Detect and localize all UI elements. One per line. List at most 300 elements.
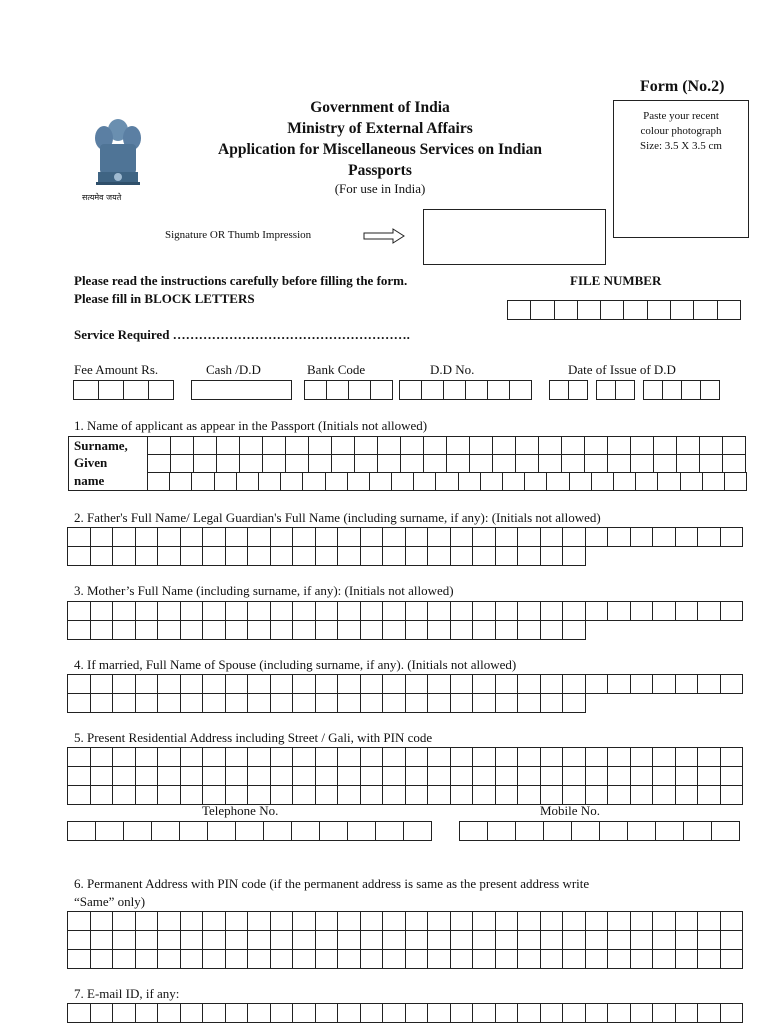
char-box[interactable]: [337, 601, 361, 621]
char-box[interactable]: [67, 601, 91, 621]
signature-box[interactable]: [423, 209, 606, 265]
char-box[interactable]: [613, 472, 636, 491]
char-box[interactable]: [657, 472, 680, 491]
char-box[interactable]: [90, 674, 114, 694]
dd-day-boxes[interactable]: [549, 380, 588, 400]
char-box[interactable]: [517, 747, 541, 767]
char-box[interactable]: [360, 930, 384, 950]
char-box[interactable]: [403, 821, 432, 841]
char-box[interactable]: [517, 546, 541, 566]
char-box[interactable]: [600, 300, 624, 320]
char-box[interactable]: [247, 693, 271, 713]
char-box[interactable]: [315, 693, 339, 713]
address-row-2[interactable]: [67, 766, 743, 786]
char-box[interactable]: [207, 821, 236, 841]
char-box[interactable]: [180, 674, 204, 694]
char-box[interactable]: [247, 930, 271, 950]
char-box[interactable]: [711, 821, 740, 841]
char-box[interactable]: [697, 674, 721, 694]
char-box[interactable]: [562, 1003, 586, 1023]
char-box[interactable]: [509, 380, 532, 400]
char-box[interactable]: [562, 620, 586, 640]
char-box[interactable]: [90, 785, 114, 805]
char-box[interactable]: [607, 674, 631, 694]
char-box[interactable]: [292, 693, 316, 713]
char-box[interactable]: [292, 620, 316, 640]
char-box[interactable]: [315, 601, 339, 621]
char-box[interactable]: [562, 785, 586, 805]
char-box[interactable]: [280, 472, 303, 491]
char-box[interactable]: [427, 620, 451, 640]
char-box[interactable]: [585, 949, 609, 969]
char-box[interactable]: [495, 620, 519, 640]
char-box[interactable]: [700, 380, 720, 400]
char-box[interactable]: [337, 949, 361, 969]
char-box[interactable]: [405, 601, 429, 621]
char-box[interactable]: [427, 527, 451, 547]
char-box[interactable]: [495, 527, 519, 547]
char-box[interactable]: [157, 601, 181, 621]
char-box[interactable]: [540, 930, 564, 950]
char-box[interactable]: [67, 747, 91, 767]
char-box[interactable]: [702, 472, 725, 491]
char-box[interactable]: [720, 1003, 744, 1023]
char-box[interactable]: [697, 930, 721, 950]
char-box[interactable]: [90, 911, 114, 931]
char-box[interactable]: [202, 930, 226, 950]
char-box[interactable]: [697, 747, 721, 767]
char-box[interactable]: [472, 785, 496, 805]
char-box[interactable]: [585, 766, 609, 786]
char-box[interactable]: [554, 300, 578, 320]
char-box[interactable]: [495, 546, 519, 566]
char-box[interactable]: [517, 766, 541, 786]
char-box[interactable]: [236, 472, 259, 491]
char-box[interactable]: [492, 454, 516, 473]
char-box[interactable]: [292, 527, 316, 547]
char-box[interactable]: [292, 930, 316, 950]
char-box[interactable]: [697, 527, 721, 547]
char-box[interactable]: [652, 601, 676, 621]
char-box[interactable]: [291, 821, 320, 841]
char-box[interactable]: [546, 472, 569, 491]
char-box[interactable]: [135, 527, 159, 547]
char-box[interactable]: [247, 949, 271, 969]
char-box[interactable]: [202, 747, 226, 767]
char-box[interactable]: [202, 620, 226, 640]
char-box[interactable]: [90, 546, 114, 566]
char-box[interactable]: [630, 1003, 654, 1023]
char-box[interactable]: [157, 527, 181, 547]
char-box[interactable]: [382, 693, 406, 713]
char-box[interactable]: [492, 436, 516, 455]
char-box[interactable]: [90, 949, 114, 969]
char-box[interactable]: [370, 380, 393, 400]
char-box[interactable]: [538, 454, 562, 473]
mobile-boxes[interactable]: [459, 821, 740, 841]
char-box[interactable]: [315, 620, 339, 640]
char-box[interactable]: [270, 674, 294, 694]
char-box[interactable]: [180, 766, 204, 786]
char-box[interactable]: [170, 454, 194, 473]
char-box[interactable]: [655, 821, 684, 841]
char-box[interactable]: [652, 785, 676, 805]
char-box[interactable]: [262, 436, 286, 455]
char-box[interactable]: [585, 674, 609, 694]
char-box[interactable]: [720, 911, 744, 931]
char-box[interactable]: [135, 911, 159, 931]
dd-year-boxes[interactable]: [643, 380, 720, 400]
char-box[interactable]: [562, 911, 586, 931]
char-box[interactable]: [202, 693, 226, 713]
char-box[interactable]: [405, 693, 429, 713]
char-box[interactable]: [247, 785, 271, 805]
char-box[interactable]: [421, 380, 444, 400]
char-box[interactable]: [495, 693, 519, 713]
char-box[interactable]: [540, 546, 564, 566]
char-box[interactable]: [90, 620, 114, 640]
char-box[interactable]: [405, 930, 429, 950]
char-box[interactable]: [360, 785, 384, 805]
char-box[interactable]: [360, 949, 384, 969]
char-box[interactable]: [225, 930, 249, 950]
char-box[interactable]: [135, 1003, 159, 1023]
char-box[interactable]: [676, 454, 700, 473]
char-box[interactable]: [607, 436, 631, 455]
email-boxes[interactable]: [67, 1003, 743, 1023]
char-box[interactable]: [112, 620, 136, 640]
char-box[interactable]: [270, 766, 294, 786]
char-box[interactable]: [630, 527, 654, 547]
char-box[interactable]: [170, 436, 194, 455]
char-box[interactable]: [683, 821, 712, 841]
char-box[interactable]: [450, 601, 474, 621]
char-box[interactable]: [540, 1003, 564, 1023]
char-box[interactable]: [450, 527, 474, 547]
char-box[interactable]: [135, 930, 159, 950]
char-box[interactable]: [571, 821, 600, 841]
char-box[interactable]: [630, 949, 654, 969]
char-box[interactable]: [285, 454, 309, 473]
char-box[interactable]: [675, 674, 699, 694]
char-box[interactable]: [495, 785, 519, 805]
char-box[interactable]: [405, 620, 429, 640]
char-box[interactable]: [67, 674, 91, 694]
char-box[interactable]: [247, 911, 271, 931]
char-box[interactable]: [549, 380, 569, 400]
char-box[interactable]: [157, 1003, 181, 1023]
char-box[interactable]: [337, 930, 361, 950]
char-box[interactable]: [472, 527, 496, 547]
char-box[interactable]: [377, 454, 401, 473]
char-box[interactable]: [292, 766, 316, 786]
char-box[interactable]: [180, 601, 204, 621]
char-box[interactable]: [90, 693, 114, 713]
char-box[interactable]: [315, 785, 339, 805]
char-box[interactable]: [459, 821, 488, 841]
char-box[interactable]: [331, 436, 355, 455]
fee-amount-boxes[interactable]: [73, 380, 174, 400]
char-box[interactable]: [90, 601, 114, 621]
char-box[interactable]: [405, 911, 429, 931]
char-box[interactable]: [399, 380, 422, 400]
char-box[interactable]: [360, 620, 384, 640]
char-box[interactable]: [191, 472, 214, 491]
photo-box[interactable]: [613, 100, 749, 238]
char-box[interactable]: [382, 785, 406, 805]
char-box[interactable]: [112, 766, 136, 786]
char-box[interactable]: [585, 930, 609, 950]
char-box[interactable]: [540, 601, 564, 621]
char-box[interactable]: [157, 930, 181, 950]
char-box[interactable]: [697, 1003, 721, 1023]
char-box[interactable]: [675, 1003, 699, 1023]
given-name-boxes[interactable]: [147, 454, 746, 473]
char-box[interactable]: [562, 601, 586, 621]
char-box[interactable]: [630, 930, 654, 950]
char-box[interactable]: [239, 454, 263, 473]
char-box[interactable]: [135, 766, 159, 786]
char-box[interactable]: [607, 747, 631, 767]
char-box[interactable]: [347, 821, 376, 841]
char-box[interactable]: [292, 785, 316, 805]
char-box[interactable]: [577, 300, 601, 320]
char-box[interactable]: [405, 674, 429, 694]
char-box[interactable]: [517, 693, 541, 713]
char-box[interactable]: [450, 766, 474, 786]
char-box[interactable]: [112, 1003, 136, 1023]
char-box[interactable]: [180, 1003, 204, 1023]
char-box[interactable]: [135, 693, 159, 713]
char-box[interactable]: [630, 747, 654, 767]
char-box[interactable]: [225, 527, 249, 547]
char-box[interactable]: [517, 785, 541, 805]
char-box[interactable]: [225, 949, 249, 969]
char-box[interactable]: [562, 930, 586, 950]
char-box[interactable]: [382, 620, 406, 640]
char-box[interactable]: [292, 601, 316, 621]
char-box[interactable]: [450, 546, 474, 566]
char-box[interactable]: [530, 300, 554, 320]
char-box[interactable]: [720, 785, 744, 805]
char-box[interactable]: [585, 527, 609, 547]
char-box[interactable]: [135, 674, 159, 694]
char-box[interactable]: [540, 785, 564, 805]
char-box[interactable]: [135, 949, 159, 969]
char-box[interactable]: [562, 674, 586, 694]
char-box[interactable]: [247, 527, 271, 547]
char-box[interactable]: [450, 911, 474, 931]
char-box[interactable]: [360, 766, 384, 786]
char-box[interactable]: [450, 747, 474, 767]
char-box[interactable]: [337, 911, 361, 931]
char-box[interactable]: [443, 380, 466, 400]
char-box[interactable]: [635, 472, 658, 491]
char-box[interactable]: [391, 472, 414, 491]
char-box[interactable]: [214, 472, 237, 491]
char-box[interactable]: [427, 930, 451, 950]
char-box[interactable]: [540, 911, 564, 931]
char-box[interactable]: [568, 380, 588, 400]
char-box[interactable]: [270, 620, 294, 640]
char-box[interactable]: [148, 380, 174, 400]
char-box[interactable]: [676, 436, 700, 455]
char-box[interactable]: [585, 1003, 609, 1023]
char-box[interactable]: [630, 436, 654, 455]
char-box[interactable]: [180, 693, 204, 713]
char-box[interactable]: [720, 747, 744, 767]
char-box[interactable]: [540, 766, 564, 786]
char-box[interactable]: [652, 747, 676, 767]
char-box[interactable]: [360, 601, 384, 621]
char-box[interactable]: [354, 436, 378, 455]
char-box[interactable]: [697, 949, 721, 969]
char-box[interactable]: [472, 620, 496, 640]
char-box[interactable]: [90, 527, 114, 547]
char-box[interactable]: [258, 472, 281, 491]
char-box[interactable]: [270, 747, 294, 767]
char-box[interactable]: [675, 930, 699, 950]
char-box[interactable]: [435, 472, 458, 491]
char-box[interactable]: [630, 785, 654, 805]
char-box[interactable]: [517, 674, 541, 694]
char-box[interactable]: [193, 436, 217, 455]
char-box[interactable]: [73, 380, 99, 400]
char-box[interactable]: [515, 821, 544, 841]
char-box[interactable]: [627, 821, 656, 841]
char-box[interactable]: [585, 601, 609, 621]
char-box[interactable]: [202, 766, 226, 786]
char-box[interactable]: [720, 674, 744, 694]
char-box[interactable]: [337, 766, 361, 786]
char-box[interactable]: [67, 930, 91, 950]
char-box[interactable]: [405, 546, 429, 566]
char-box[interactable]: [90, 766, 114, 786]
char-box[interactable]: [653, 454, 677, 473]
char-box[interactable]: [652, 674, 676, 694]
char-box[interactable]: [472, 911, 496, 931]
address-row-3[interactable]: [67, 785, 743, 805]
char-box[interactable]: [562, 747, 586, 767]
char-box[interactable]: [662, 380, 682, 400]
char-box[interactable]: [517, 911, 541, 931]
char-box[interactable]: [225, 747, 249, 767]
char-box[interactable]: [724, 472, 747, 491]
char-box[interactable]: [517, 930, 541, 950]
char-box[interactable]: [308, 454, 332, 473]
char-box[interactable]: [112, 693, 136, 713]
char-box[interactable]: [561, 436, 585, 455]
char-box[interactable]: [225, 601, 249, 621]
char-box[interactable]: [135, 785, 159, 805]
char-box[interactable]: [427, 911, 451, 931]
char-box[interactable]: [400, 436, 424, 455]
char-box[interactable]: [360, 911, 384, 931]
char-box[interactable]: [157, 693, 181, 713]
char-box[interactable]: [292, 911, 316, 931]
char-box[interactable]: [722, 436, 746, 455]
char-box[interactable]: [67, 785, 91, 805]
file-number-boxes[interactable]: [507, 300, 741, 320]
char-box[interactable]: [697, 766, 721, 786]
char-box[interactable]: [247, 1003, 271, 1023]
char-box[interactable]: [524, 472, 547, 491]
char-box[interactable]: [135, 620, 159, 640]
char-box[interactable]: [90, 1003, 114, 1023]
char-box[interactable]: [502, 472, 525, 491]
char-box[interactable]: [239, 436, 263, 455]
char-box[interactable]: [315, 949, 339, 969]
char-box[interactable]: [135, 601, 159, 621]
char-box[interactable]: [607, 601, 631, 621]
char-box[interactable]: [517, 601, 541, 621]
char-box[interactable]: [699, 436, 723, 455]
spouse-name-row-2[interactable]: [67, 693, 586, 713]
char-box[interactable]: [720, 766, 744, 786]
char-box[interactable]: [630, 674, 654, 694]
char-box[interactable]: [458, 472, 481, 491]
char-box[interactable]: [262, 454, 286, 473]
char-box[interactable]: [377, 436, 401, 455]
char-box[interactable]: [135, 747, 159, 767]
char-box[interactable]: [382, 1003, 406, 1023]
char-box[interactable]: [337, 785, 361, 805]
char-box[interactable]: [720, 601, 744, 621]
char-box[interactable]: [697, 601, 721, 621]
char-box[interactable]: [337, 1003, 361, 1023]
char-box[interactable]: [285, 436, 309, 455]
char-box[interactable]: [675, 527, 699, 547]
char-box[interactable]: [90, 747, 114, 767]
char-box[interactable]: [247, 546, 271, 566]
char-box[interactable]: [480, 472, 503, 491]
char-box[interactable]: [331, 454, 355, 473]
char-box[interactable]: [382, 930, 406, 950]
char-box[interactable]: [360, 674, 384, 694]
char-box[interactable]: [722, 454, 746, 473]
char-box[interactable]: [495, 911, 519, 931]
char-box[interactable]: [67, 766, 91, 786]
father-name-row-1[interactable]: [67, 527, 743, 547]
char-box[interactable]: [472, 693, 496, 713]
char-box[interactable]: [112, 911, 136, 931]
char-box[interactable]: [193, 454, 217, 473]
char-box[interactable]: [652, 527, 676, 547]
char-box[interactable]: [157, 949, 181, 969]
char-box[interactable]: [405, 785, 429, 805]
char-box[interactable]: [169, 472, 192, 491]
char-box[interactable]: [472, 930, 496, 950]
surname-boxes[interactable]: [147, 436, 746, 455]
char-box[interactable]: [569, 472, 592, 491]
char-box[interactable]: [630, 911, 654, 931]
father-name-row-2[interactable]: [67, 546, 586, 566]
char-box[interactable]: [90, 930, 114, 950]
char-box[interactable]: [157, 766, 181, 786]
mother-name-row-2[interactable]: [67, 620, 586, 640]
char-box[interactable]: [180, 785, 204, 805]
char-box[interactable]: [180, 911, 204, 931]
char-box[interactable]: [235, 821, 264, 841]
char-box[interactable]: [270, 601, 294, 621]
char-box[interactable]: [469, 436, 493, 455]
permanent-address-row-1[interactable]: [67, 911, 743, 931]
char-box[interactable]: [487, 380, 510, 400]
char-box[interactable]: [348, 380, 371, 400]
char-box[interactable]: [495, 747, 519, 767]
char-box[interactable]: [112, 747, 136, 767]
char-box[interactable]: [315, 546, 339, 566]
